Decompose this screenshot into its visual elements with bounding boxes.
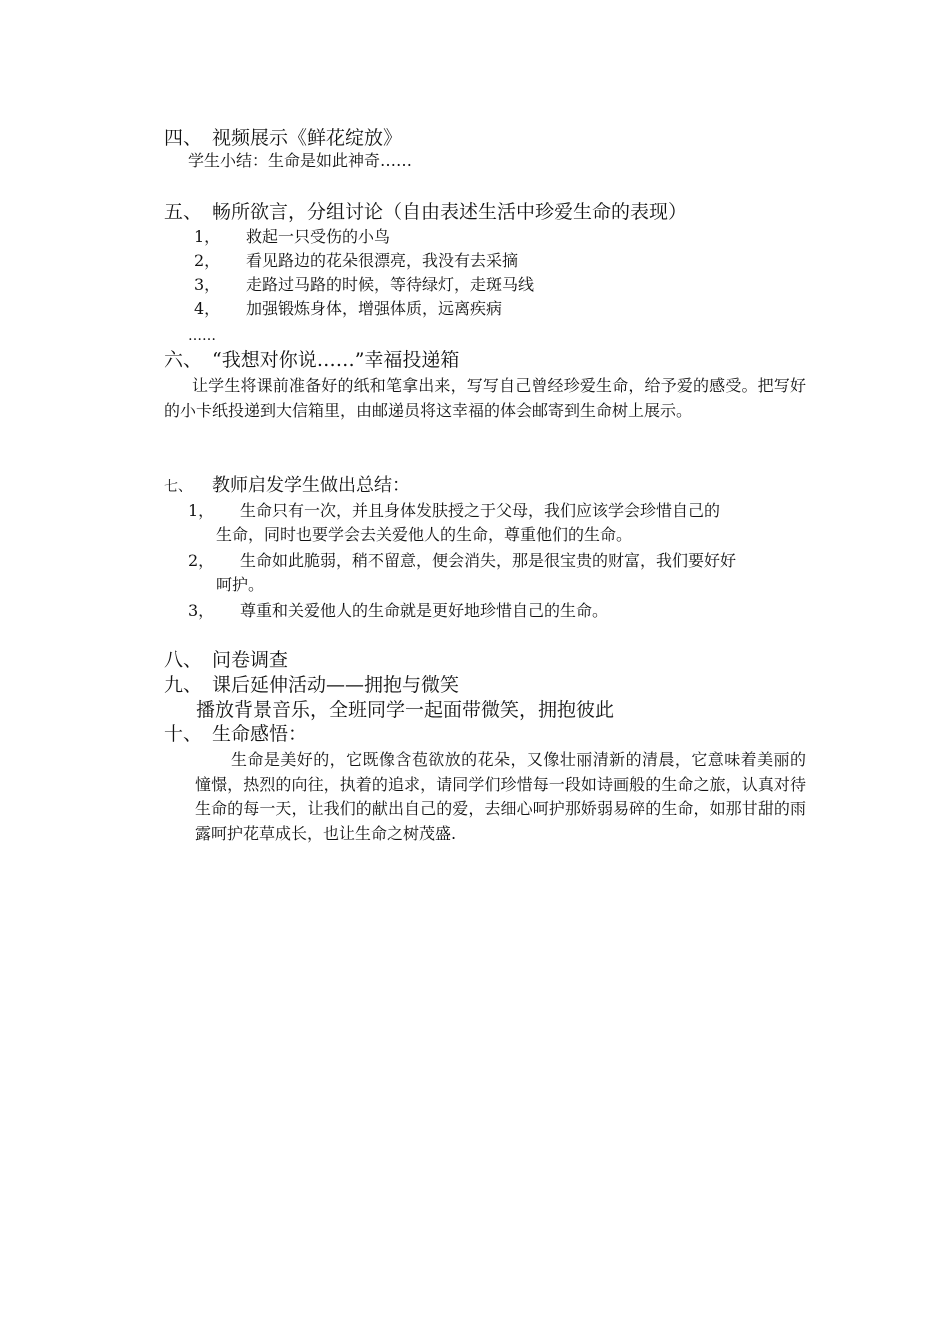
section-9-heading	[164, 673, 459, 697]
list-item	[188, 600, 608, 622]
list-item-number: 3，	[188, 601, 215, 620]
list-item	[188, 550, 736, 572]
list-item-text: 尊重和关爱他人的生命就是更好地珍惜自己的生命。	[240, 601, 609, 620]
list-item-continuation: 呵护。	[216, 575, 265, 594]
section-5-heading	[164, 200, 687, 224]
section-8-number: 八、	[164, 649, 203, 671]
list-item	[194, 226, 390, 248]
section-10-number: 十、	[164, 723, 203, 745]
section-7-heading	[164, 474, 410, 499]
section-6-number: 六、	[164, 349, 203, 371]
section-4-heading	[164, 126, 402, 150]
section-6-title: “我想对你说……”幸福投递箱	[212, 349, 460, 371]
list-ellipsis: ……	[188, 328, 216, 344]
section-7-number: 七、	[164, 479, 192, 495]
section-8-title: 问卷调查	[212, 649, 289, 671]
section-6-heading	[164, 348, 459, 372]
list-item-text: 救起一只受伤的小鸟	[246, 227, 391, 246]
section-6-body: 让学生将课前准备好的纸和笔拿出来，写写自己曾经珍爱生命，给予爱的感受。把写好的小卡纸投递到大信箱里，由邮递员将这幸福的体会邮寄到生命树上展示。	[164, 376, 806, 420]
list-item-number: 1，	[194, 227, 221, 246]
list-item-number: 3，	[194, 275, 221, 294]
section-7-title: 教师启发学生做出总结：	[212, 475, 410, 496]
list-item-number: 4，	[194, 299, 221, 318]
section-9-body: 播放背景音乐，全班同学一起面带微笑，拥抱彼此	[196, 699, 615, 721]
list-item-number: 1，	[188, 501, 215, 520]
list-item-text: 看见路边的花朵很漂亮，我没有去采摘	[246, 251, 519, 270]
section-4-summary: 学生小结：生命是如此神奇……	[188, 151, 413, 170]
section-5-title: 畅所欲言，分组讨论（自由表述生活中珍爱生命的表现）	[212, 201, 688, 223]
list-item-text: 生命如此脆弱，稍不留意，便会消失，那是很宝贵的财富，我们要好好	[240, 551, 737, 570]
section-8-heading	[164, 648, 288, 672]
list-item	[194, 250, 518, 272]
list-item-continuation: 生命，同时也要学会去关爱他人的生命，尊重他们的生命。	[216, 525, 633, 544]
section-5-number: 五、	[164, 201, 203, 223]
list-item-text: 走路过马路的时候，等待绿灯，走斑马线	[246, 275, 535, 294]
section-9-title: 课后延伸活动——拥抱与微笑	[212, 674, 460, 696]
section-4-title: 视频展示《鲜花绽放》	[212, 127, 403, 149]
section-4-number: 四、	[164, 127, 203, 149]
section-9-number: 九、	[164, 674, 203, 696]
section-10-heading	[164, 722, 307, 746]
list-item-number: 2，	[188, 551, 215, 570]
list-item-number: 2，	[194, 251, 221, 270]
section-10-title: 生命感悟：	[212, 723, 308, 745]
list-item-text: 加强锻炼身体，增强体质，远离疾病	[246, 299, 503, 318]
section-10-body: 生命是美好的，它既像含苞欲放的花朵，又像壮丽清新的清晨，它意味着美丽的憧憬，热烈的向往，执着的追求，请同学们珍惜每一段如诗画般的生命之旅，认真对待生命的每一天，让我们的献出自己的爱，去细心呵护那娇弱易碎的生命，如那甘甜的雨露呵护花草成长，也让生命之树茂盛.	[195, 750, 806, 843]
list-item	[188, 500, 720, 522]
list-item-text: 生命只有一次，并且身体发肤授之于父母，我们应该学会珍惜自己的	[240, 501, 721, 520]
list-item	[194, 274, 534, 296]
list-item	[194, 298, 502, 320]
